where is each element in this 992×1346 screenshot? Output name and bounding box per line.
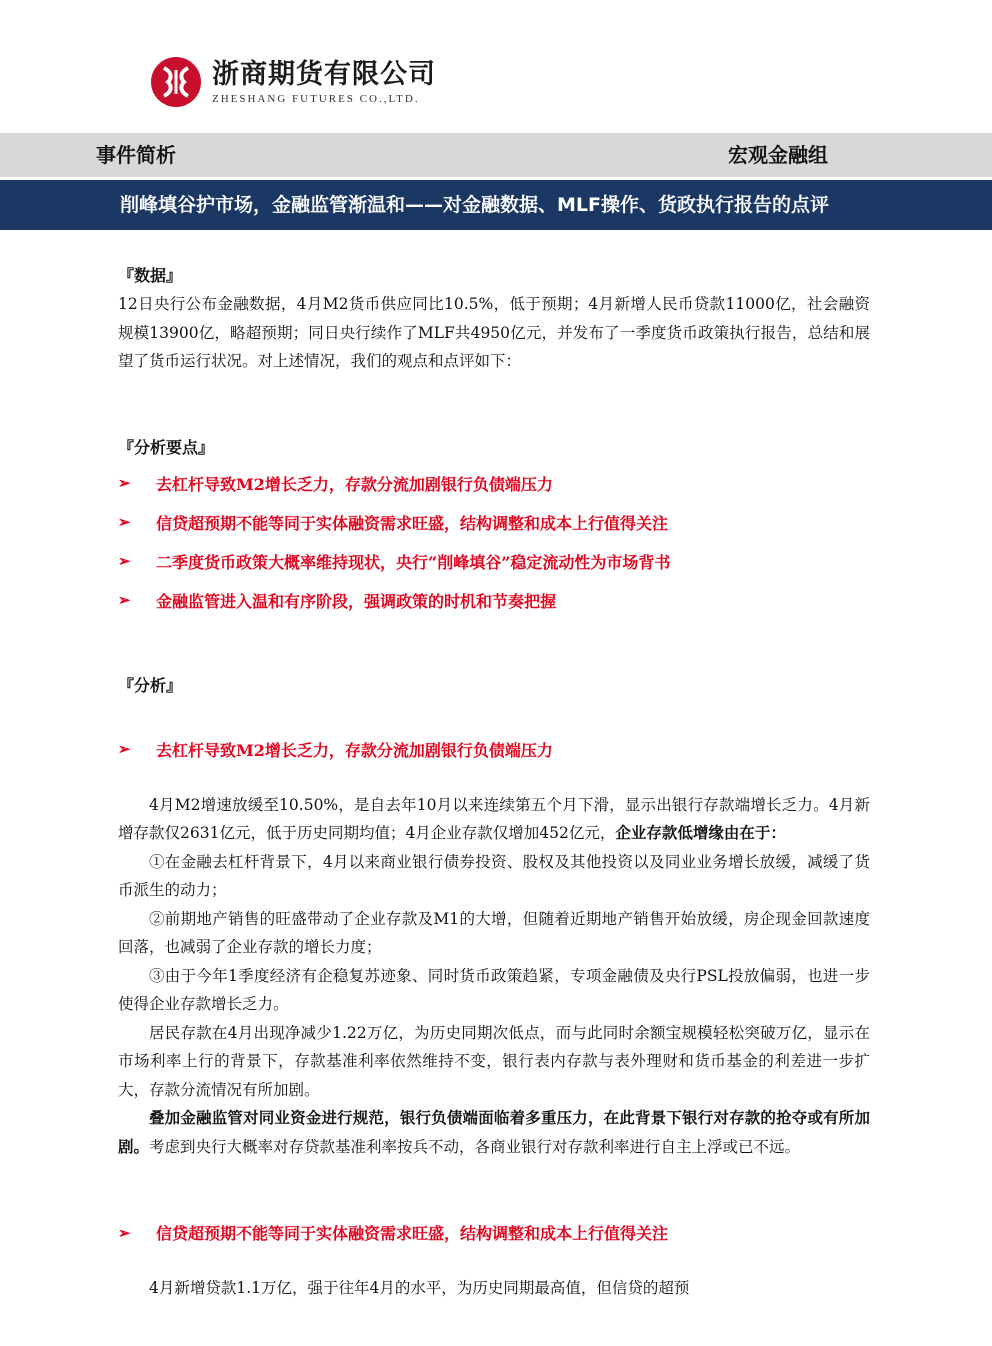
key-point-text: 二季度货币政策大概率维持现状，央行“削峰填谷”稳定流动性为市场背书: [156, 552, 671, 572]
analysis-paragraph: ②前期地产销售的旺盛带动了企业存款及M1的大增，但随着近期地产销售开始放缓，房企现金回款速度回落，也减弱了企业存款的增长力度；: [118, 909, 870, 956]
key-point-item: [118, 464, 870, 503]
key-point-item: [118, 503, 870, 542]
paragraph-bold-text: 叠加金融监管对同业资金进行规范，银行负债端面临着多重压力，在此背景下银行对存款的抢夺或有所加剧。: [118, 1108, 870, 1156]
arrow-bullet-icon: ➢: [118, 552, 131, 570]
analysis-paragraph: 4月新增贷款1.1万亿，强于往年4月的水平，为历史同期最高值，但信贷的超预: [149, 1279, 690, 1297]
analysis-paragraph: [118, 1104, 870, 1161]
report-category: 事件简析: [96, 143, 176, 167]
analysis-subheading-text: 去杠杆导致M2增长乏力，存款分流加剧银行负债端压力: [156, 740, 553, 760]
analysis-subheading: [118, 1213, 870, 1252]
key-point-text: 金融监管进入温和有序阶段，强调政策的时机和节奏把握: [156, 591, 557, 611]
key-point-item: [118, 542, 870, 581]
analysis-paragraph: 居民存款在4月出现净减少1.22万亿，为历史同期次低点，而与此同时余额宝规模轻松突破万亿，显示在市场利率上行的背景下，存款基准利率依然维持不变，银行表内存款与表外理财和货币基金的利差进一步扩大，存款分流情况有所加剧。: [118, 1023, 870, 1099]
key-point-text: 信贷超预期不能等同于实体融资需求旺盛，结构调整和成本上行值得关注: [156, 513, 669, 533]
data-paragraph: 12日央行公布金融数据，4月M2货币供应同比10.5%，低于预期；4月新增人民币贷款11000亿，社会融资规模13900亿，略超预期；同日央行续作了MLF共4950亿元，并发布了一季度货币政策执行报告，总结和展望了货币运行状况。对上述情况，我们的观点和点评如下：: [118, 295, 870, 370]
company-logo: [150, 56, 436, 108]
arrow-bullet-icon: ➢: [118, 474, 131, 492]
analysis-subheading: [118, 730, 870, 769]
analysis-paragraph: ①在金融去杠杆背景下，4月以来商业银行债券投资、股权及其他投资以及同业业务增长放缓，减缓了货币派生的动力；: [118, 852, 870, 899]
title-bar: [0, 180, 992, 230]
analysis-subheading-text: 信贷超预期不能等同于实体融资需求旺盛，结构调整和成本上行值得关注: [156, 1224, 669, 1243]
key-points-heading: 『分析要点』: [118, 437, 215, 457]
analysis-paragraph: ③由于今年1季度经济有企稳复苏迹象、同时货币政策趋紧，专项金融债及央行PSL投放偏弱，也进一步使得企业存款增长乏力。: [118, 966, 870, 1013]
paragraph-bold-text: 企业存款低增缘由在于：: [615, 823, 786, 842]
arrow-bullet-icon: ➢: [118, 740, 131, 758]
arrow-bullet-icon: ➢: [118, 591, 131, 609]
report-body: [118, 262, 870, 1303]
company-name-cn: 浙商期货有限公司: [212, 59, 436, 90]
paragraph-text: 4月M2增速放缓至10.50%，是自去年10月以来连续第五个月下滑，显示出银行存款端增长乏力。4月新增存款仅2631亿元，低于历史同期均值；4月企业存款仅增加452亿元，: [118, 795, 870, 842]
key-point-text: 去杠杆导致M2增长乏力，存款分流加剧银行负债端压力: [156, 474, 553, 494]
key-point-item: [118, 581, 870, 620]
company-name-en: ZHESHANG FUTURES CO.,LTD.: [212, 93, 420, 105]
arrow-bullet-icon: ➢: [118, 1223, 131, 1242]
arrow-bullet-icon: ➢: [118, 513, 131, 531]
data-heading: 『数据』: [118, 266, 183, 285]
paragraph-text: 考虑到央行大概率对存贷款基准利率按兵不动，各商业银行对存款利率进行自主上浮或已不远。: [149, 1137, 801, 1156]
company-logo-icon: [150, 56, 202, 108]
analysis-paragraph: [118, 791, 870, 848]
analysis-heading: 『分析』: [118, 675, 183, 695]
research-group: 宏观金融组: [728, 143, 828, 167]
report-title: 削峰填谷护市场，金融监管渐温和——对金融数据、MLF操作、货政执行报告的点评: [120, 194, 829, 216]
category-bar: [0, 133, 992, 177]
